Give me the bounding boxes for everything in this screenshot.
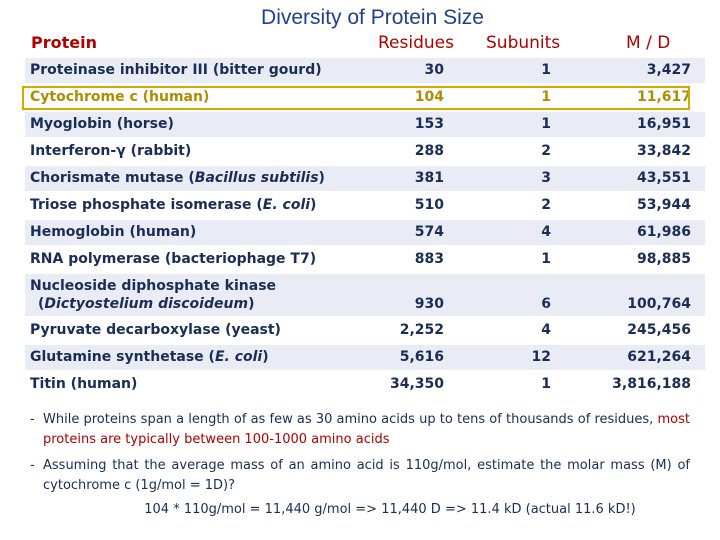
protein-name: Pyruvate decarboxylase (yeast)	[30, 322, 281, 338]
residues-value: 153	[414, 116, 444, 132]
protein-name: Hemoglobin (human)	[30, 224, 197, 240]
header-protein: Protein	[31, 33, 97, 52]
protein-name: Chorismate mutase (Bacillus subtilis)	[30, 170, 325, 186]
note-2-text: Assuming that the average mass of an amino acid is 110g/mol, estimate the molar mass (M) of cytochrome c (1g/mol = 1D)?	[43, 458, 690, 493]
bullet-dash: -	[30, 458, 35, 473]
subunits-value: 6	[541, 296, 551, 312]
mass-value: 11,617	[636, 89, 691, 105]
mass-value: 100,764	[627, 296, 691, 312]
protein-name: Titin (human)	[30, 376, 138, 392]
protein-name: Interferon-γ (rabbit)	[30, 143, 192, 159]
subunits-value: 1	[541, 89, 551, 105]
protein-name-line-2: (Dictyostelium discoideum)	[38, 296, 255, 312]
table-row	[25, 220, 705, 245]
table-row	[25, 139, 705, 164]
table-row	[25, 166, 705, 191]
table-row	[25, 112, 705, 137]
residues-value: 104	[414, 89, 444, 105]
mass-value: 3,816,188	[612, 376, 691, 392]
table-row	[25, 274, 705, 316]
protein-name: Nucleoside diphosphate kinase	[30, 278, 277, 294]
mass-value: 53,944	[636, 197, 691, 213]
residues-value: 883	[414, 251, 444, 267]
highlight-box	[22, 86, 690, 110]
residues-value: 288	[414, 143, 444, 159]
table-row	[25, 318, 705, 343]
header-subunits: Subunits	[486, 33, 561, 53]
subunits-value: 4	[541, 322, 551, 338]
table-row	[25, 345, 705, 370]
notes	[30, 410, 690, 520]
table-row	[25, 58, 705, 83]
residues-value: 2,252	[399, 322, 444, 338]
table-row	[25, 193, 705, 218]
mass-value: 3,427	[646, 62, 691, 78]
bullet-dash: -	[30, 412, 35, 427]
mass-value: 621,264	[627, 349, 691, 365]
residues-value: 510	[414, 197, 444, 213]
subunits-value: 1	[541, 116, 551, 132]
residues-value: 574	[414, 224, 444, 240]
residues-value: 30	[424, 62, 444, 78]
table-row	[25, 247, 705, 272]
note-1-text: While proteins span a length of as few as 30 amino acids up to tens of thousands of residues,	[43, 412, 658, 427]
subunits-value: 1	[541, 251, 551, 267]
residues-value: 930	[414, 296, 444, 312]
calculation-line: 104 * 110g/mol = 11,440 g/mol => 11,440 D => 11.4 kD (actual 11.6 kD!)	[144, 502, 636, 517]
mass-value: 61,986	[636, 224, 691, 240]
table-row	[25, 372, 705, 397]
note-1-highlight: most proteins are typically between 100-1000 amino acids	[43, 412, 690, 447]
header-residues: Residues	[378, 33, 454, 53]
mass-value: 43,551	[636, 170, 691, 186]
mass-value: 98,885	[636, 251, 691, 267]
protein-name: Cytochrome c (human)	[30, 89, 210, 105]
subunits-value: 3	[541, 170, 551, 186]
subunits-value: 4	[541, 224, 551, 240]
mass-value: 16,951	[636, 116, 691, 132]
subunits-value: 12	[531, 349, 551, 365]
subunits-value: 1	[541, 376, 551, 392]
header-mass: M / D	[626, 33, 671, 53]
note-bullet-2	[30, 456, 690, 496]
residues-value: 5,616	[399, 349, 444, 365]
subunits-value: 2	[541, 143, 551, 159]
note-bullet-1	[30, 410, 690, 450]
subunits-value: 1	[541, 62, 551, 78]
protein-name: Glutamine synthetase (E. coli)	[30, 349, 269, 365]
subunits-value: 2	[541, 197, 551, 213]
residues-value: 381	[414, 170, 444, 186]
protein-name: Myoglobin (horse)	[30, 116, 174, 132]
protein-name: Triose phosphate isomerase (E. coli)	[30, 197, 317, 213]
mass-value: 245,456	[627, 322, 691, 338]
mass-value: 33,842	[636, 143, 691, 159]
protein-name: RNA polymerase (bacteriophage T7)	[30, 251, 317, 267]
protein-name: Proteinase inhibitor III (bitter gourd)	[30, 62, 322, 78]
residues-value: 34,350	[389, 376, 444, 392]
slide-title: Diversity of Protein Size	[261, 6, 484, 29]
